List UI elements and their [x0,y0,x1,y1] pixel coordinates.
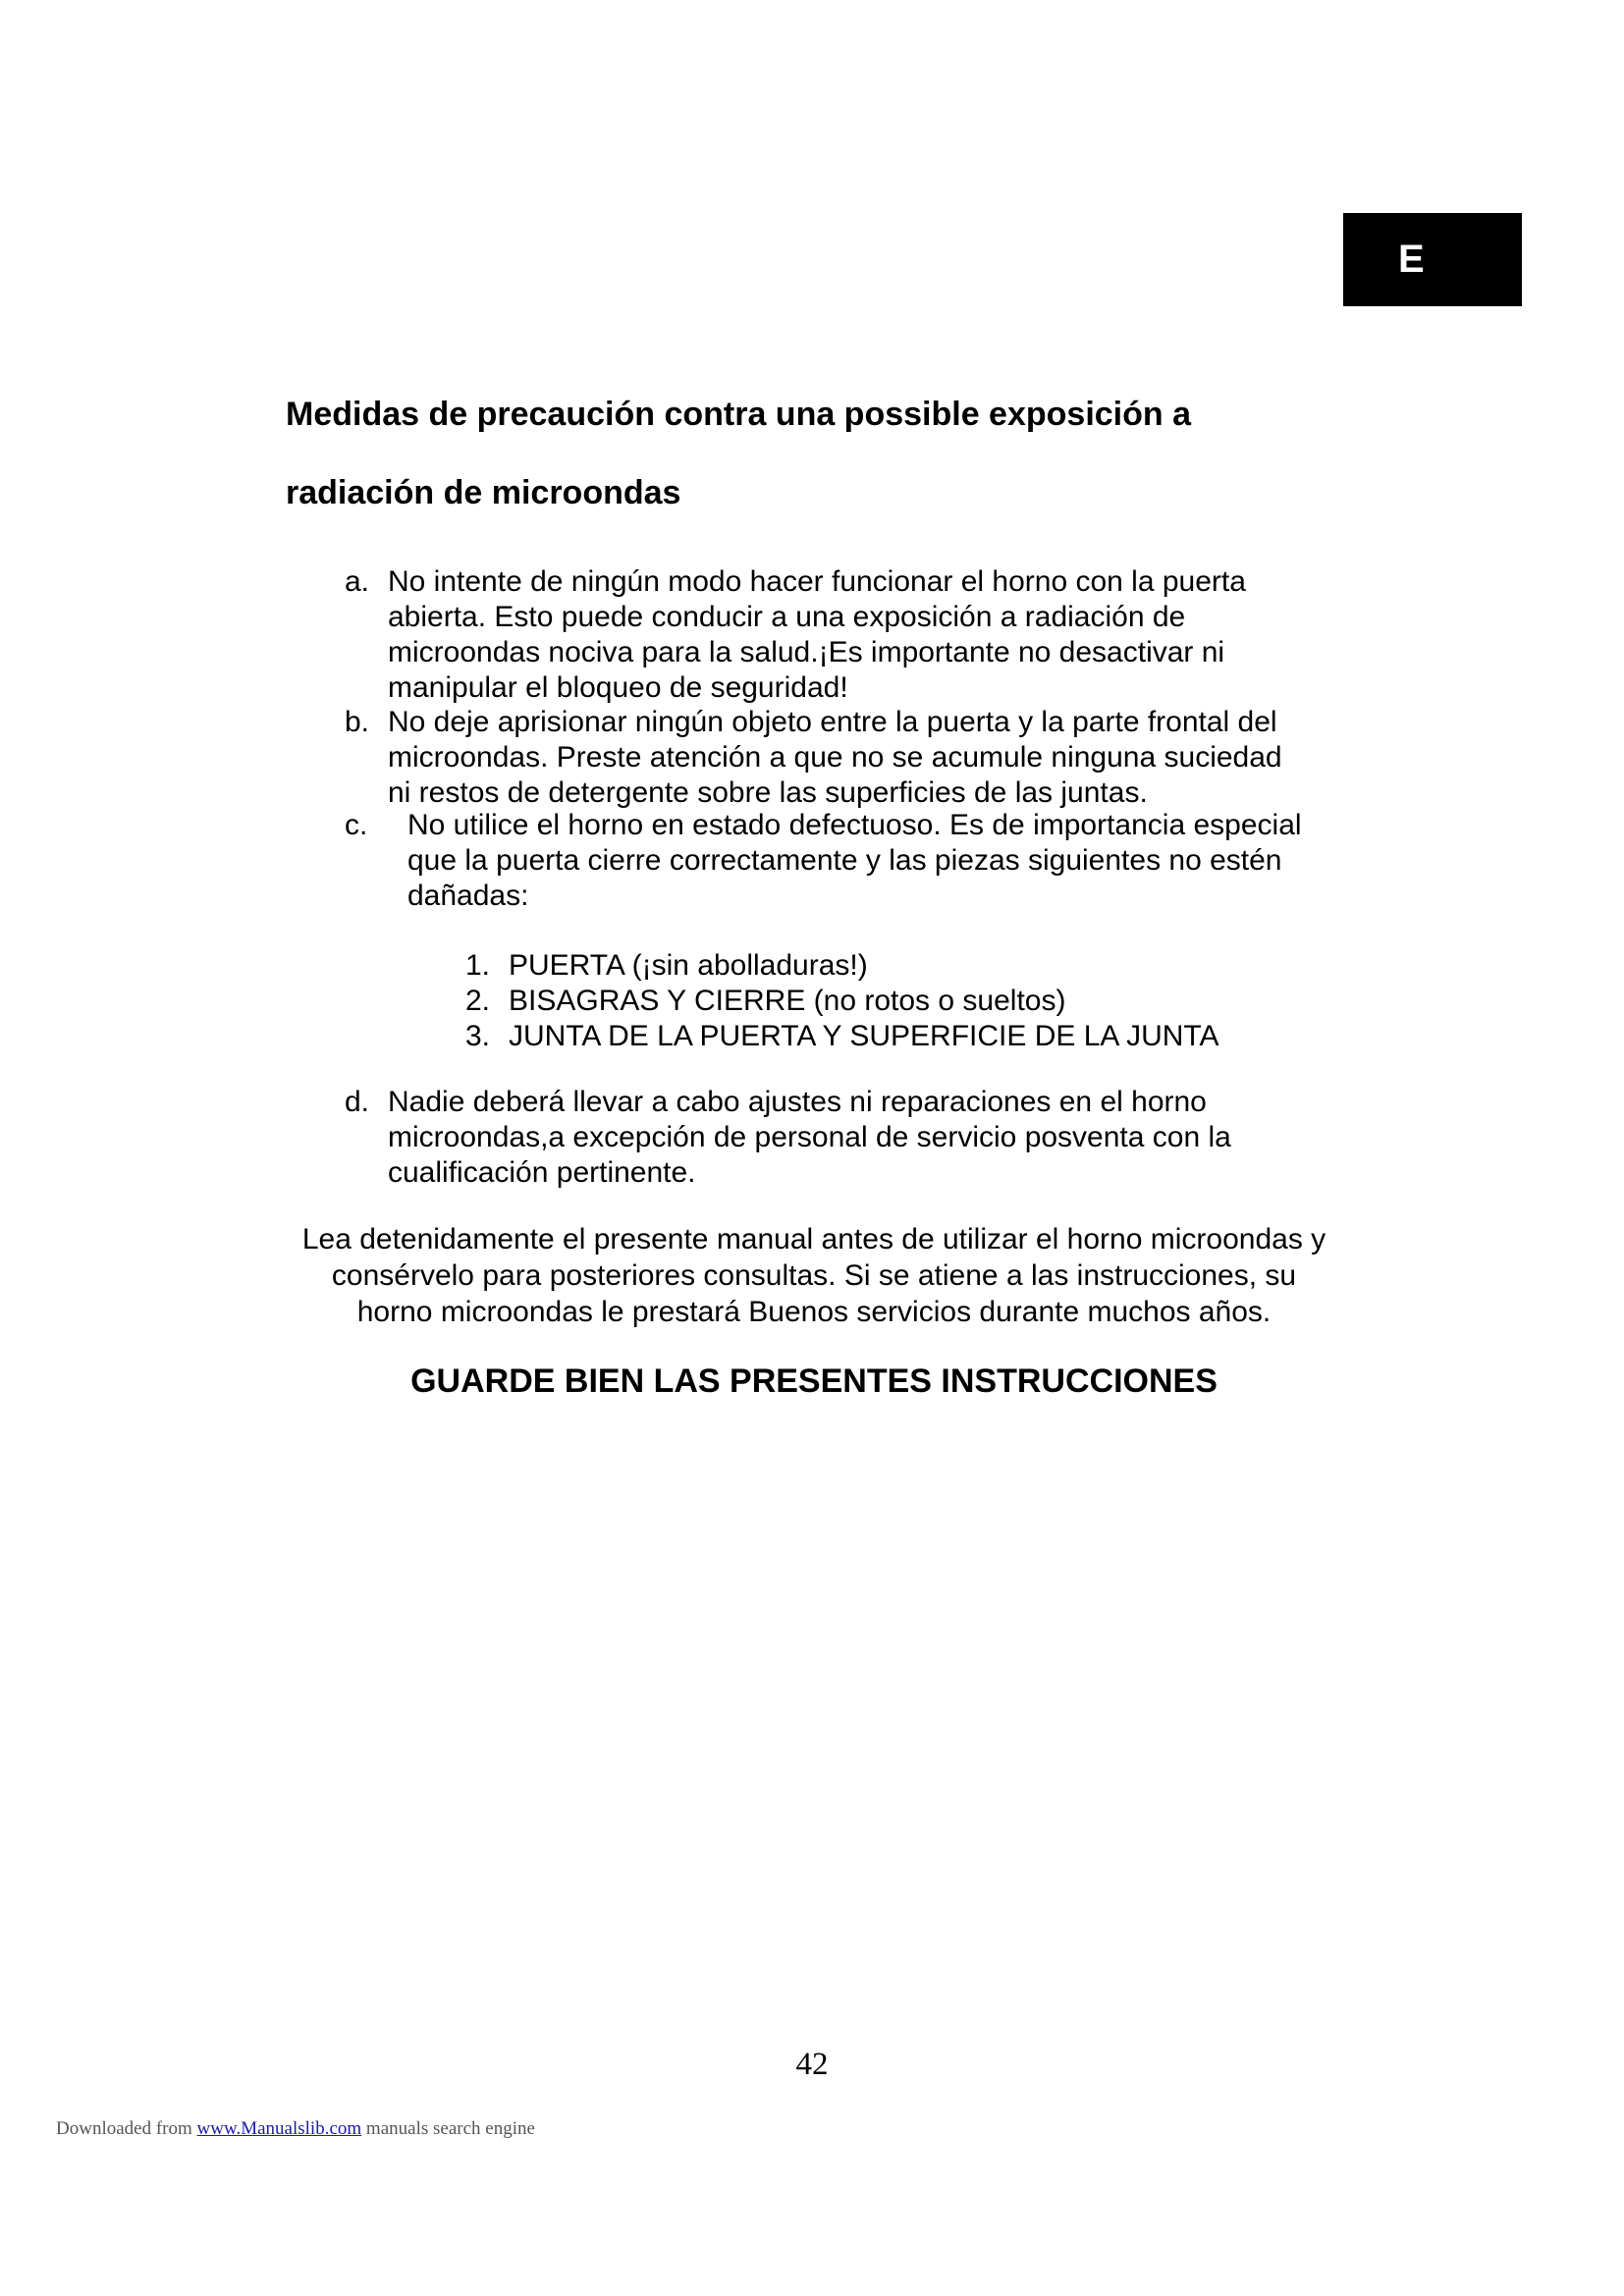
download-footer: Downloaded from www.Manualslib.com manuals search engine [56,2118,535,2139]
checklist-item: 1. PUERTA (¡sin abolladuras!) [465,949,868,982]
language-tab: E [1343,213,1522,306]
section-title-line-2: radiación de microondas [286,474,681,511]
list-item-text: No utilice el horno en estado defectuoso. Es de importancia especial que la puerta cierre correctamente y las piezas siguientes no estén dañadas: [407,809,1302,912]
list-item-text: No intente de ningún modo hacer funcionar el horno con la puerta abierta. Esto puede conducir a una exposición a radiación de microondas nociva para la salud.¡Es importante no desactivar ni manipular el bloqueo de seguridad! [388,565,1246,704]
list-item-c [345,808,1336,914]
list-marker: c. [345,809,368,841]
checklist-item: 2. BISAGRAS Y CIERRE (no rotos o sueltos) [465,985,1066,1017]
list-item-b [345,705,1336,811]
list-item-a [345,564,1336,706]
list-marker: d. [345,1086,370,1118]
list-marker: b. [345,706,370,738]
manualslib-link[interactable]: www.Manualslib.com [196,2118,362,2139]
section-title-line-1: Medidas de precaución contra una possible exposición a [286,396,1192,433]
list-item-text: Nadie deberá llevar a cabo ajustes ni reparaciones en el horno microondas,a excepción de personal de servicio posventa con la cualificación pertinente. [388,1086,1231,1189]
closing-paragraph: Lea detenidamente el presente manual antes de utilizar el horno microondas y consérvelo para posteriores consultas. Si se atiene a las instrucciones, su horno microondas le prestará Buenos servicios durante muchos años. [301,1223,1326,1328]
parts-checklist [465,948,1219,1054]
keep-instructions-heading: GUARDE BIEN LAS PRESENTES INSTRUCCIONES [410,1362,1218,1400]
list-item-text: No deje aprisionar ningún objeto entre la puerta y la parte frontal del microondas. Preste atención a que no se acumule ninguna suciedad ni restos de detergente sobre las superficies de las juntas. [388,706,1282,809]
list-marker: a. [345,565,370,598]
checklist-item: 3. JUNTA DE LA PUERTA Y SUPERFICIE DE LA JUNTA [465,1020,1219,1052]
page-number: 42 [795,2047,829,2082]
list-item-d [345,1085,1336,1191]
